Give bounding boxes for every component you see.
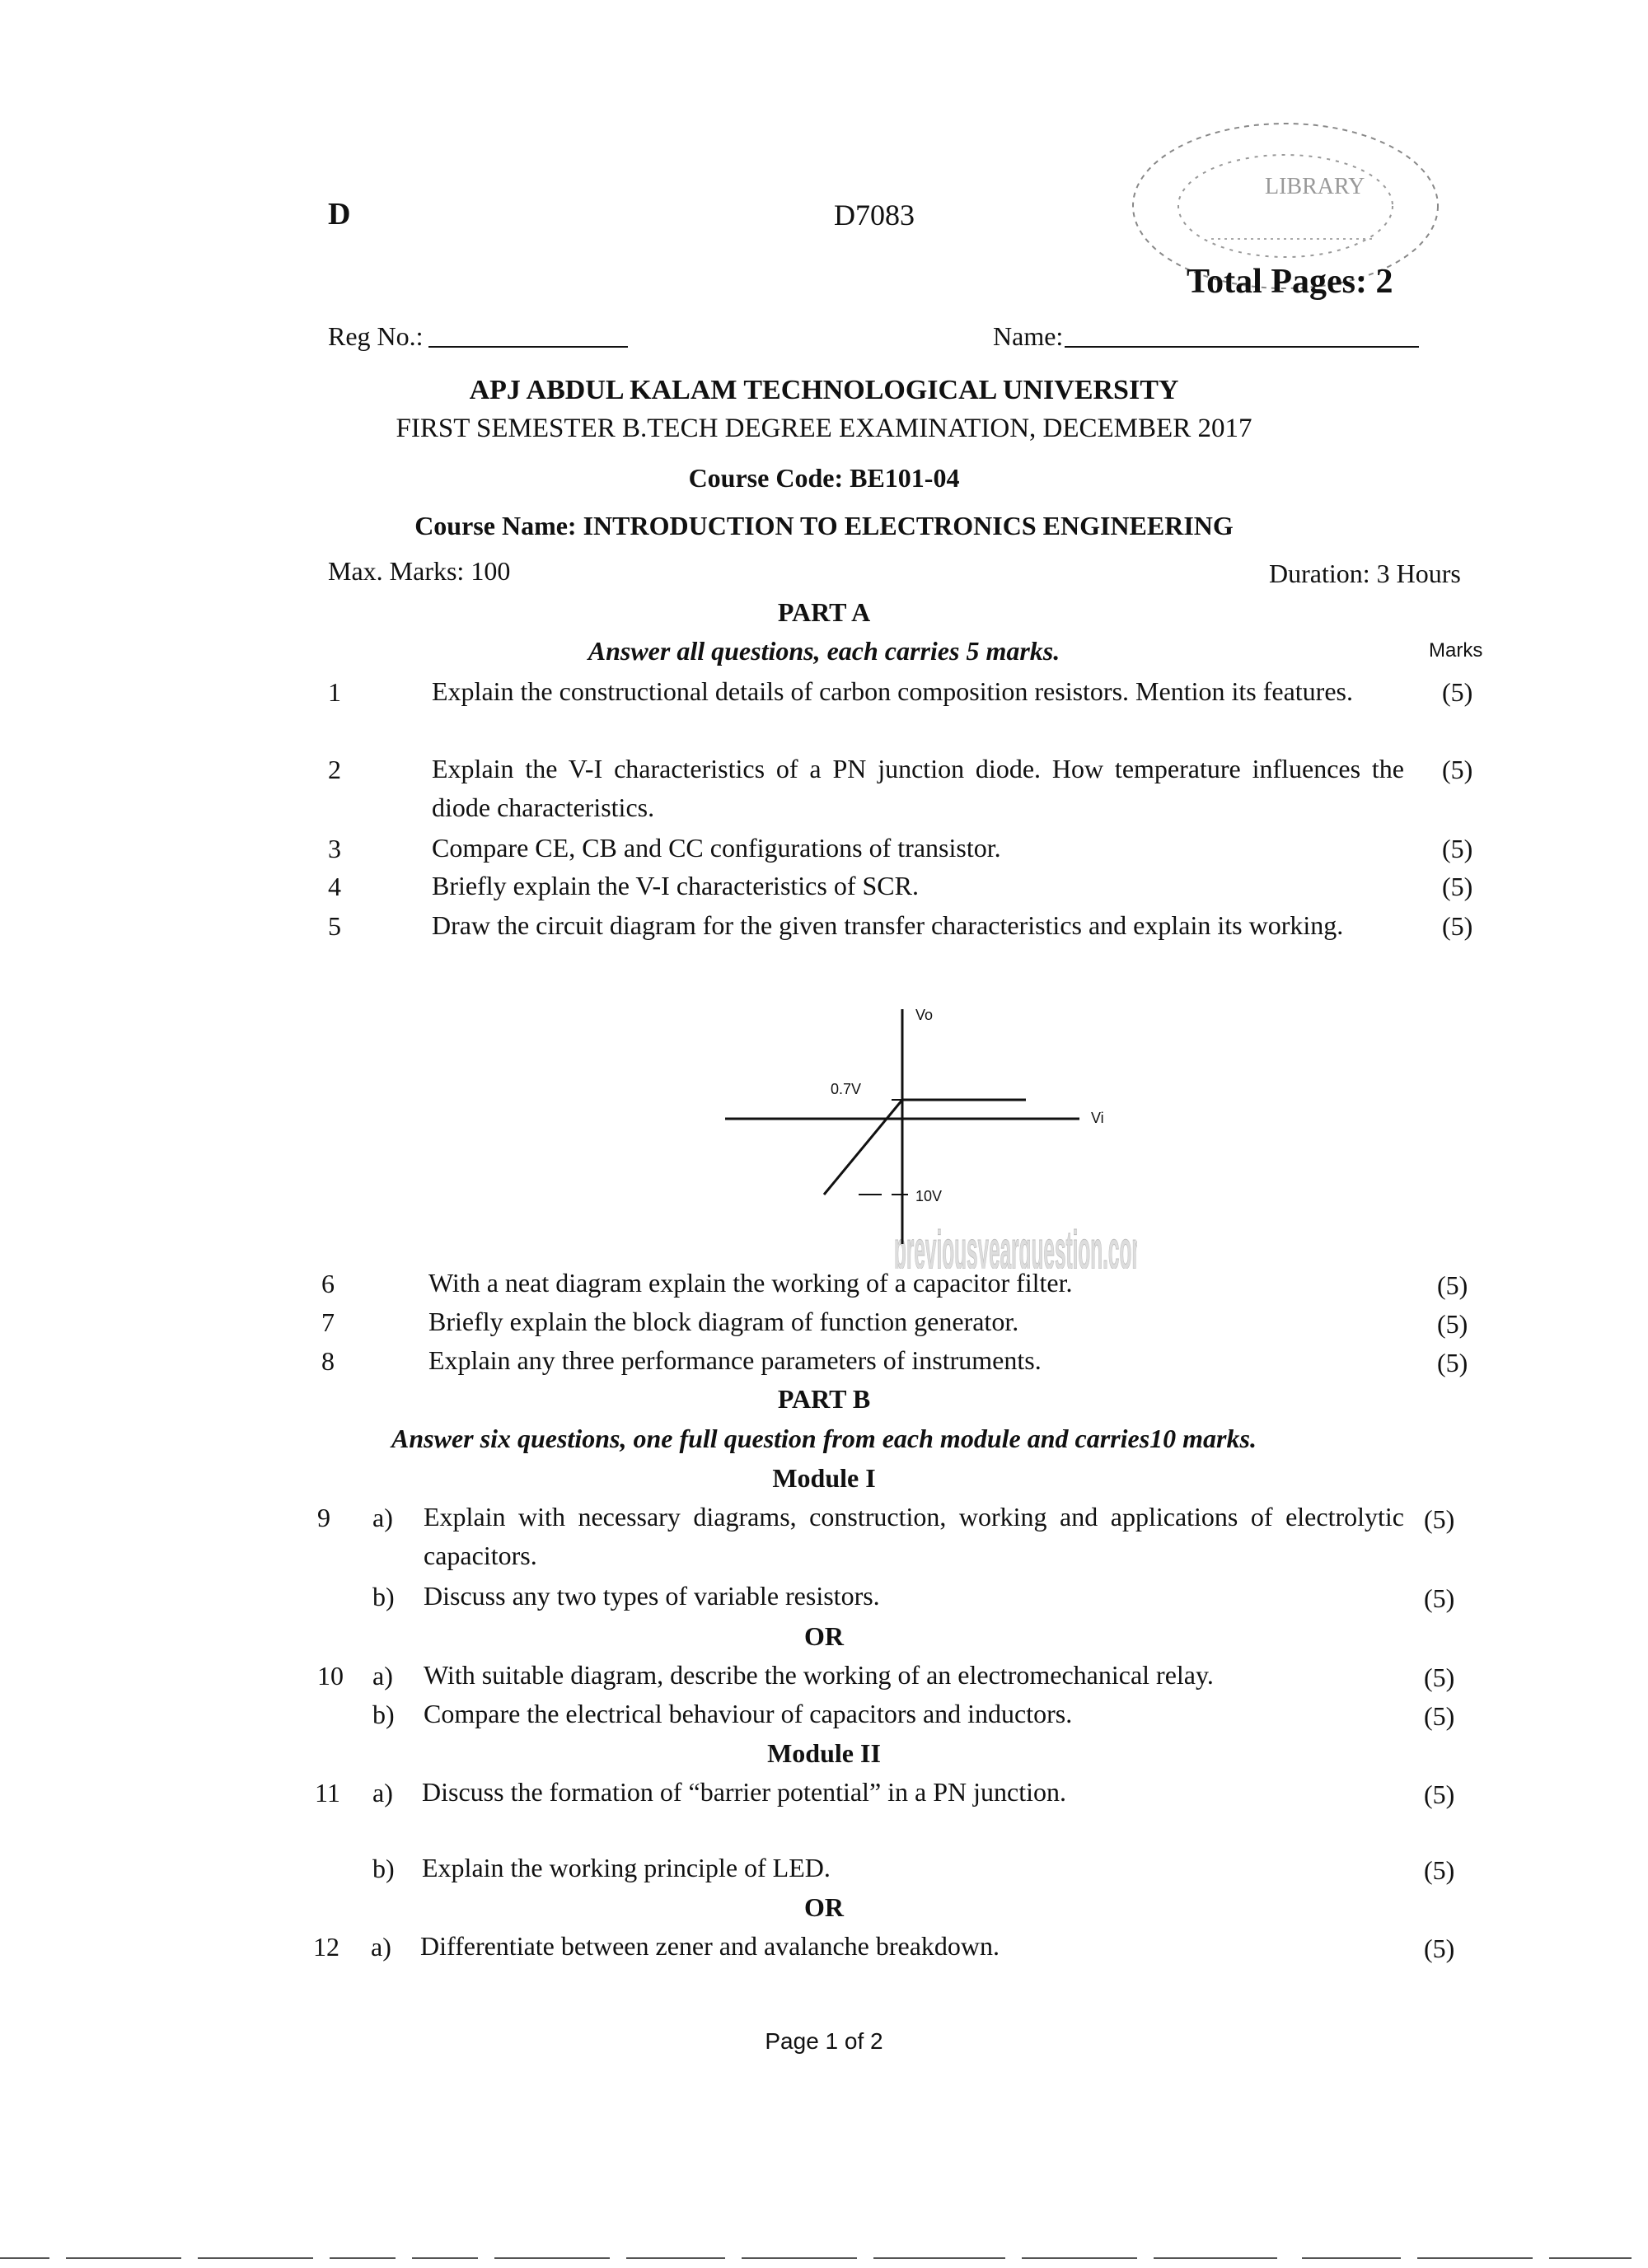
max-marks: Max. Marks: 100	[328, 556, 511, 586]
name-field	[1065, 346, 1419, 348]
question-text: Discuss the formation of “barrier potential” in a PN junction.	[422, 1777, 1067, 1807]
stamp-text: LIBRARY	[1265, 174, 1365, 199]
question-text: With suitable diagram, describe the working of an electromechanical relay.	[424, 1660, 1214, 1690]
question-marks: (5)	[1442, 911, 1473, 941]
sub-question-label: a)	[371, 1932, 391, 1962]
sub-question-label: a)	[372, 1661, 393, 1690]
question-text: Briefly explain the V-I characteristics of SCR.	[432, 871, 919, 900]
sub-question-label: b)	[372, 1700, 395, 1729]
question-marks: (5)	[1442, 834, 1473, 863]
question-marks: (5)	[1424, 1504, 1455, 1534]
question-marks: (5)	[1424, 1855, 1455, 1885]
question-text: Explain with necessary diagrams, construction, working and applications of electrolytic capacitors.	[424, 1502, 1404, 1570]
footer-rule	[1302, 2257, 1401, 2259]
question-marks: (5)	[1424, 1583, 1455, 1613]
neg-level-label: 10V	[915, 1188, 943, 1204]
question-text: Compare CE, CB and CC configurations of transistor.	[432, 833, 1001, 863]
vo-label: Vo	[915, 1007, 934, 1023]
exam-title: FIRST SEMESTER B.TECH DEGREE EXAMINATION, DECEMBER 2017	[396, 414, 1252, 443]
footer-rule	[0, 2257, 49, 2259]
course-code: Course Code: BE101-04	[688, 463, 960, 493]
pos-level-label: 0.7V	[831, 1081, 862, 1097]
footer-rule	[626, 2257, 725, 2259]
footer-rule	[873, 2257, 1005, 2259]
module-2-title: Module II	[767, 1738, 881, 1768]
footer-rule	[1417, 2257, 1533, 2259]
question-number: 4	[328, 872, 341, 901]
duration: Duration: 3 Hours	[1269, 559, 1461, 588]
transfer-characteristics-diagram	[676, 997, 1137, 1269]
footer-rule	[1022, 2257, 1137, 2259]
or-separator: OR	[804, 1892, 844, 1922]
marks-header: Marks	[1429, 639, 1483, 662]
transfer-slope-line	[824, 1100, 902, 1195]
question-marks: (5)	[1424, 1934, 1455, 1963]
question-number: 1	[328, 677, 341, 707]
question-text: Explain any three performance parameters of instruments.	[428, 1345, 1042, 1375]
question-number: 12	[313, 1932, 339, 1962]
question-text: Explain the constructional details of carbon composition resistors. Mention its features.	[432, 676, 1353, 706]
series-code: D	[328, 197, 351, 231]
footer-rule	[1549, 2257, 1632, 2259]
question-marks: (5)	[1424, 1662, 1455, 1692]
paper-code: D7083	[834, 199, 915, 231]
vi-label: Vi	[1091, 1110, 1104, 1126]
watermark: previousyearquestion.com	[894, 1219, 1137, 1269]
footer-rule	[66, 2257, 181, 2259]
question-marks: (5)	[1442, 872, 1473, 901]
reg-no-field	[428, 346, 628, 348]
question-number: 10	[317, 1661, 344, 1690]
sub-question-label: b)	[372, 1854, 395, 1883]
sub-question-label: b)	[372, 1582, 395, 1611]
course-name: Course Name: INTRODUCTION TO ELECTRONICS ENGINEERING	[414, 511, 1234, 540]
footer-rule	[742, 2257, 857, 2259]
module-1-title: Module I	[772, 1463, 876, 1493]
question-text: Differentiate between zener and avalanche breakdown.	[420, 1931, 1000, 1961]
question-number: 11	[315, 1778, 340, 1807]
question-number: 3	[328, 834, 341, 863]
part-b-instruction: Answer six questions, one full question from each module and carries10 marks.	[391, 1424, 1257, 1453]
question-marks: (5)	[1424, 1779, 1455, 1809]
question-marks: (5)	[1442, 755, 1473, 784]
or-separator: OR	[804, 1621, 844, 1651]
sub-question-label: a)	[372, 1778, 393, 1807]
page-number: Page 1 of 2	[765, 2028, 883, 2054]
footer-rule	[412, 2257, 478, 2259]
question-text: Draw the circuit diagram for the given transfer characteristics and explain its working.	[432, 910, 1344, 940]
footer-rule	[198, 2257, 313, 2259]
part-b-title: PART B	[777, 1384, 871, 1414]
university-name: APJ ABDUL KALAM TECHNOLOGICAL UNIVERSITY	[469, 375, 1179, 405]
part-a-instruction: Answer all questions, each carries 5 marks.	[588, 636, 1060, 666]
question-text: With a neat diagram explain the working of a capacitor filter.	[428, 1268, 1073, 1298]
question-marks: (5)	[1437, 1309, 1468, 1339]
question-text: Briefly explain the block diagram of function generator.	[428, 1307, 1019, 1336]
question-number: 5	[328, 911, 341, 941]
sub-question-label: a)	[372, 1503, 393, 1532]
question-text: Discuss any two types of variable resistors.	[424, 1581, 880, 1611]
footer-rule	[1154, 2257, 1277, 2259]
part-a-title: PART A	[777, 597, 871, 627]
question-number: 9	[317, 1503, 330, 1532]
footer-rule	[330, 2257, 396, 2259]
question-number: 7	[321, 1307, 335, 1337]
reg-no-label: Reg No.:	[328, 321, 424, 351]
question-marks: (5)	[1437, 1348, 1468, 1377]
total-pages: Total Pages: 2	[1187, 263, 1393, 301]
question-number: 6	[321, 1269, 335, 1298]
question-marks: (5)	[1442, 677, 1473, 707]
footer-rule	[494, 2257, 610, 2259]
question-number: 8	[321, 1346, 335, 1376]
question-text: Explain the working principle of LED.	[422, 1853, 831, 1882]
question-marks: (5)	[1437, 1270, 1468, 1300]
name-label: Name:	[993, 321, 1064, 351]
question-text: Explain the V-I characteristics of a PN junction diode. How temperature influences the diode characteristics.	[432, 754, 1404, 822]
question-number: 2	[328, 755, 341, 784]
question-marks: (5)	[1424, 1701, 1455, 1731]
question-text: Compare the electrical behaviour of capacitors and inductors.	[424, 1699, 1073, 1728]
